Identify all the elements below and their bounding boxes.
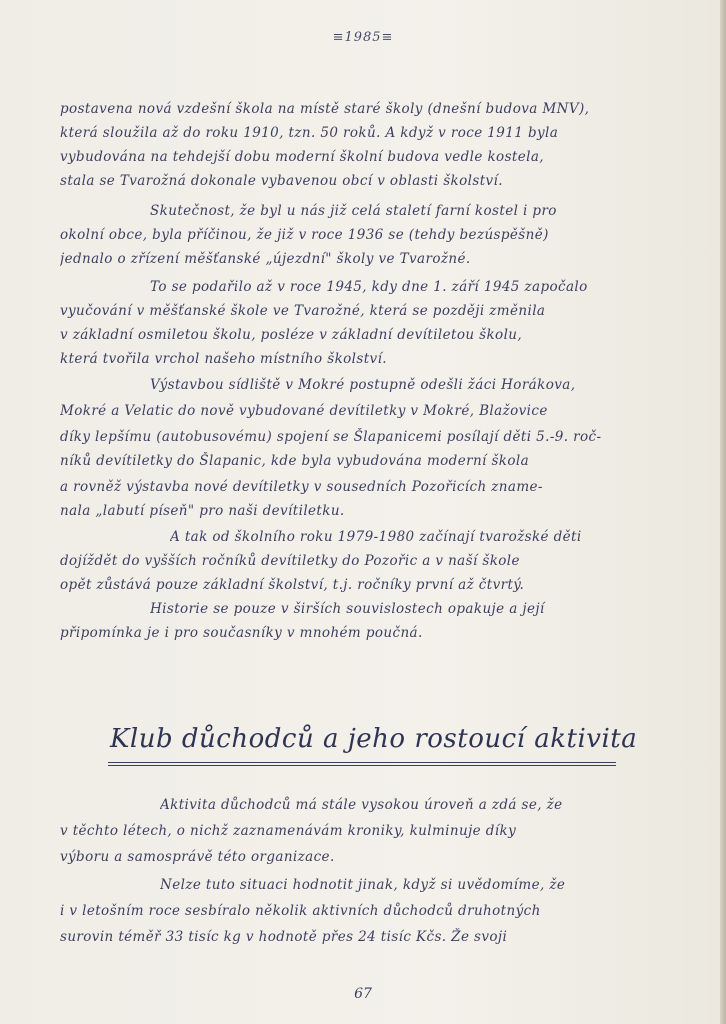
- text-line: která sloužila až do roku 1910, tzn. 50 roků. A když v roce 1911 byla: [60, 125, 559, 141]
- text-line: A tak od školního roku 1979-1980 začínají tvarožské děti: [170, 529, 582, 545]
- text-line: Nelze tuto situaci hodnotit jinak, když si uvědomíme, že: [160, 877, 566, 893]
- year-header: ≡1985≡: [332, 30, 394, 45]
- text-line: opět zůstává pouze základní školství, t.j. ročníky první až čtvrtý.: [60, 577, 525, 593]
- text-line: a rovněž výstavba nové devítiletky v sousedních Pozořicích zname-: [60, 479, 543, 495]
- text-line: i v letošním roce sesbíralo několik aktivních důchodců druhotných: [60, 903, 541, 919]
- title-underline: [108, 765, 616, 766]
- page-number: 67: [354, 986, 372, 1002]
- text-line: dojíždět do vyšších ročníků devítiletky do Pozořic a v naší škole: [60, 553, 520, 569]
- text-line: níků devítiletky do Šlapanic, kde byla vybudována moderní škola: [60, 453, 530, 469]
- text-line: stala se Tvarožná dokonale vybavenou obcí v oblasti školství.: [60, 173, 503, 189]
- text-line: surovin téměř 33 tisíc kg v hodnotě přes 24 tisíc Kčs. Že svoji: [60, 929, 508, 945]
- text-line: vyučování v měšťanské škole ve Tvarožné, která se později změnila: [60, 303, 546, 319]
- text-line: díky lepšímu (autobusovému) spojení se Šlapanicemi posílají děti 5.-9. roč-: [60, 429, 602, 445]
- text-line: jednalo o zřízení měšťanské „újezdní" školy ve Tvarožné.: [60, 251, 471, 267]
- text-line: Mokré a Velatic do nově vybudované devítiletky v Mokré, Blažovice: [60, 403, 548, 419]
- title-underline: [108, 762, 616, 763]
- text-line: v základní osmiletou školu, posléze v základní devítiletou školu,: [60, 327, 523, 343]
- page-edge: [720, 0, 726, 1024]
- text-line: Skutečnost, že byl u nás již celá staletí farní kostel i pro: [150, 203, 557, 219]
- text-line: Výstavbou sídliště v Mokré postupně odešli žáci Horákova,: [150, 377, 576, 393]
- text-line: postavena nová vzdešní škola na místě staré školy (dnešní budova MNV),: [60, 101, 590, 117]
- text-line: výboru a samosprávě této organizace.: [60, 849, 335, 865]
- text-line: Aktivita důchodců má stále vysokou úroveň a zdá se, že: [160, 797, 563, 813]
- text-line: připomínka je i pro současníky v mnohém poučná.: [60, 625, 423, 641]
- section-title: Klub důchodců a jeho rostoucí aktivita: [110, 724, 638, 754]
- text-line: nala „labutí píseň" pro naši devítiletku.: [60, 503, 345, 519]
- text-line: To se podařilo až v roce 1945, kdy dne 1. září 1945 započalo: [150, 279, 588, 295]
- text-line: Historie se pouze v širších souvislostech opakuje a její: [150, 601, 545, 617]
- text-line: okolní obce, byla příčinou, že již v roce 1936 se (tehdy bezúspěšně): [60, 227, 549, 243]
- text-line: která tvořila vrchol našeho místního školství.: [60, 351, 387, 367]
- text-line: v těchto létech, o nichž zaznamenávám kroniky, kulminuje díky: [60, 823, 517, 839]
- text-line: vybudována na tehdejší dobu moderní školní budova vedle kostela,: [60, 149, 544, 165]
